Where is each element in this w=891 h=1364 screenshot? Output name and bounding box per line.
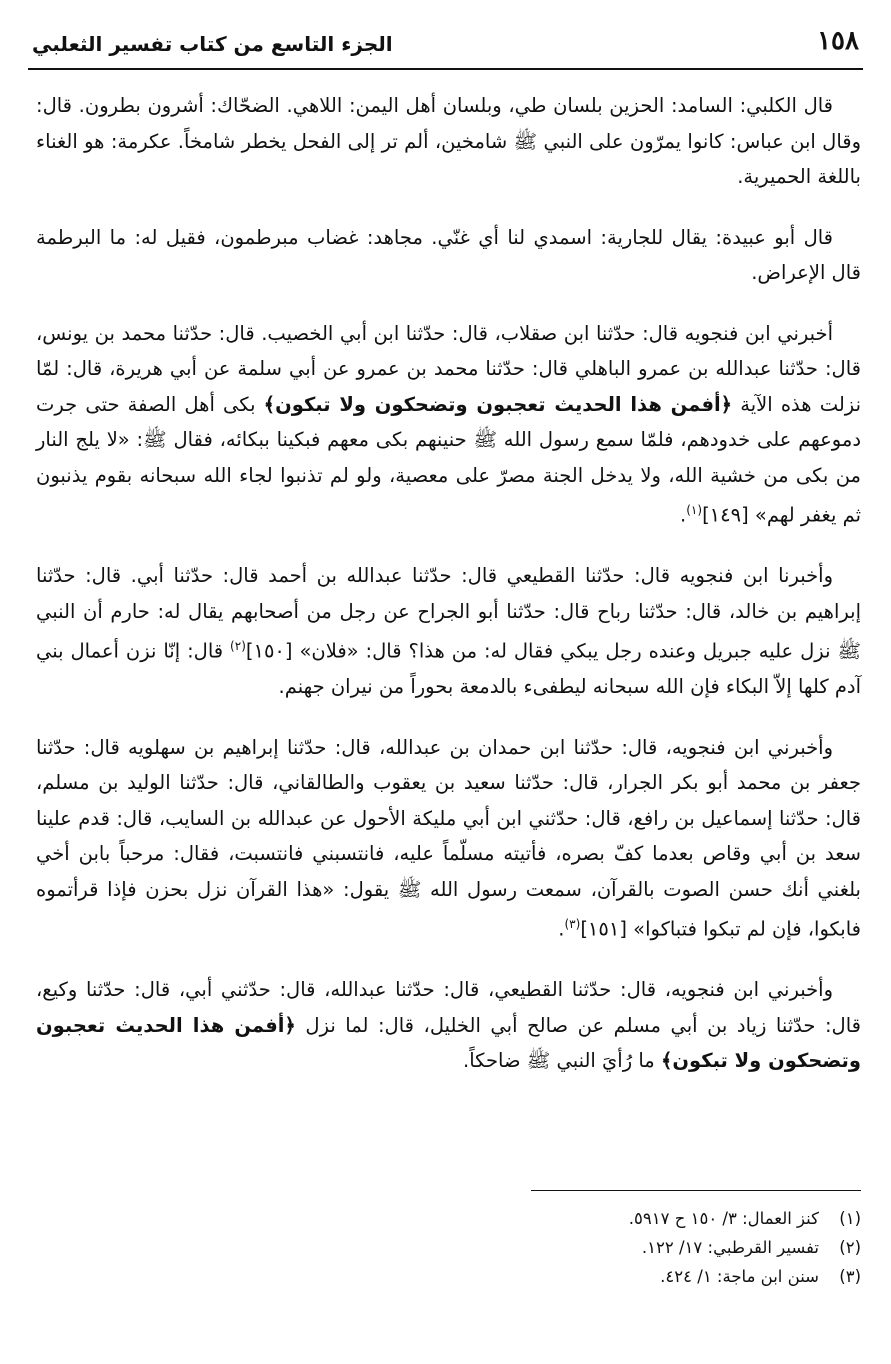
text-segment: وأخبرني ابن فنجويه، قال: حدّثنا القطيعي، قال: حدّثنا عبدالله، قال: حدّثني أبي، قال: حدّثنا وكيع، قال: حدّثنا زياد بن أبي مسلم عن صالح أبي الخليل، قال: لما نزل (36, 978, 861, 1037)
text-segment: أخبرني ابن فنجويه قال: حدّثنا ابن صقلاب، قال: حدّثنا ابن أبي الخصيب. قال: حدّثنا محمد بن يونس، قال: حدّثنا عبدالله بن عمرو الباهلي قال: حدّثنا محمد بن عمرو عن أبي سلمة عن أبي هريرة، قال: لمّا نزلت هذه الآية (36, 321, 861, 416)
footnote-marker: (٣) (564, 917, 581, 931)
footnote-text: كنز العمال: ٣/ ١٥٠ ح ٥٩١٧. (628, 1209, 819, 1228)
footnote-number: (١) (839, 1209, 861, 1228)
footnote-divider (531, 1190, 861, 1191)
text-segment: ما رُأيَ النبي ﷺ ضاحكاً. (463, 1049, 661, 1072)
quran-verse: ﴿أفمن هذا الحديث تعجبون وتضحكون ولا تبكون﴾ (263, 392, 733, 416)
paragraph (36, 220, 861, 291)
quran-verse: ﴿أفمن هذا الحديث تعجبون وتضحكون ولا تبكون﴾ (36, 1013, 861, 1072)
footnote-marker: (٢) (230, 639, 246, 653)
main-text (36, 88, 861, 1104)
footnote-marker: (١) (686, 503, 703, 517)
text-segment: . (680, 503, 687, 527)
text-segment: قال الكلبي: السامد: الحزين بلسان طي، وبلسان أهل اليمن: اللاهي. الضحّاك: أشرون بطرون. قال: وقال ابن عباس: كانوا يمرّون على النبي ﷺ شامخين، ألم تر إلى الفحل يخطر شامخاً. عكرمة: هو الغناء باللغة الحميرية. (36, 94, 861, 188)
text-segment: وأخبرنا ابن فنجويه قال: حدّثنا القطيعي قال: حدّثنا عبدالله بن أحمد قال: حدّثنا أبي. قال: حدّثنا إبراهيم بن خالد، قال: حدّثنا رباح قال: حدّثنا أبو الجراح عن رجل من أصحابهم يقال له: حارم أن النبي ﷺ نزل عليه جبريل وعنده رجل يبكي فقال له: من هذا؟ قال: «فلان» [١٥٠] (36, 564, 862, 663)
page-number: ١٥٨ (817, 26, 859, 56)
footnote-item (361, 1204, 861, 1233)
text-segment: وأخبرني ابن فنجويه، قال: حدّثنا ابن حمدان بن عبدالله، قال: حدّثنا إبراهيم بن سهلويه قال: حدّثنا جعفر بن محمد أبو بكر الجرار، قال: حدّثنا سعيد بن يعقوب والطالقاني، قال: حدّثنا الوليد بن مسلم، قال: حدّثنا إسماعيل بن رافع، قال: حدّثني ابن أبي مليكة الأحول عن عبدالله بن السايب، قال: قدم علينا سعد بن أبي وقاص بعدما كفّ بصره، فأتيته مسلّماً عليه، فانتسبني فانتسبت، فقال: مرحباً بابن أخي بلغني أنك حسن الصوت بالقرآن، سمعت رسول الله ﷺ يقول: «هذا القرآن نزل بحزن فإذا قرأتموه فابكوا، فإن لم تبكوا فتباكوا» [١٥١] (36, 735, 861, 941)
footnote-item (361, 1262, 861, 1291)
paragraph (36, 88, 861, 195)
text-segment: قال أبو عبيدة: يقال للجارية: اسمدي لنا أي غنّي. مجاهد: غضاب مبرطمون، فقيل له: ما البرطمة قال الإعراض. (36, 225, 861, 284)
footnote-text: تفسير القرطبي: ١٧/ ١٢٢. (641, 1238, 819, 1257)
footnote-number: (٢) (839, 1238, 861, 1257)
footnotes (361, 1204, 861, 1291)
running-title: الجزء التاسع من كتاب تفسير الثعلبي (32, 32, 393, 56)
paragraph (36, 316, 861, 534)
text-segment: بكى أهل الصفة حتى جرت دموعهم على خدودهم، فلمّا سمع رسول الله ﷺ حنينهم بكى معهم فبكينا ببكائه، فقال ﷺ: «لا يلج النار من بكى من خشية الله، ولا يدخل الجنة مصرّ على معصية، ولو لم تذنبوا لجاء الله سبحانه بقوم يذنبون ثم يغفر لهم» [١٤٩] (36, 392, 861, 527)
text-segment: . (558, 917, 565, 941)
text-segment: قال: إنّا نزن أعمال بني آدم كلها إلاّ البكاء فإن الله سبحانه ليطفىء بالدمعة بحوراً من نيران جهنم. (36, 639, 861, 698)
footnote-item (361, 1233, 861, 1262)
paragraph (36, 558, 861, 705)
footnote-text: سنن ابن ماجة: ١/ ٤٢٤. (660, 1267, 819, 1286)
page-header (28, 24, 863, 70)
footnote-number: (٣) (839, 1267, 861, 1286)
paragraph (36, 730, 861, 948)
paragraph (36, 972, 861, 1079)
